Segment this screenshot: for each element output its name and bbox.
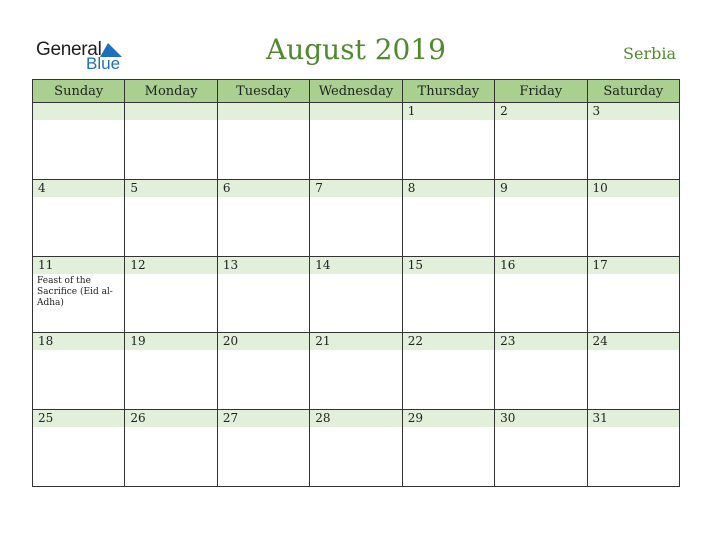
calendar-title: August 2019 — [266, 33, 446, 66]
logo-blue-text: Blue — [86, 54, 121, 73]
day-cell-29 — [402, 410, 494, 487]
empty-day-cell — [33, 103, 125, 180]
weekday-header-friday: Friday — [495, 80, 587, 103]
holiday-event: Feast of the Sacrifice (Eid al-Adha) — [37, 275, 113, 308]
day-cell-7 — [310, 179, 402, 256]
day-cell-1 — [402, 103, 494, 180]
country-label: Serbia — [623, 44, 676, 63]
day-cell-16 — [495, 256, 587, 333]
day-number: 13 — [218, 257, 309, 274]
day-cell-3 — [587, 103, 679, 180]
day-number: 9 — [495, 180, 586, 197]
week-row — [33, 333, 680, 410]
day-number: 8 — [403, 180, 494, 197]
day-cell-5 — [125, 179, 217, 256]
day-number: 3 — [588, 103, 679, 120]
week-row — [33, 256, 680, 333]
day-cell-20 — [217, 333, 309, 410]
day-number: 12 — [125, 257, 216, 274]
day-number: 16 — [495, 257, 586, 274]
day-cell-12 — [125, 256, 217, 333]
day-cell-4 — [33, 179, 125, 256]
day-number: 4 — [33, 180, 124, 197]
day-number: 28 — [310, 410, 401, 427]
day-cell-11 — [33, 256, 125, 333]
weekday-header-thursday: Thursday — [402, 80, 494, 103]
day-cell-8 — [402, 179, 494, 256]
day-number — [125, 103, 216, 120]
day-number: 30 — [495, 410, 586, 427]
day-number: 21 — [310, 333, 401, 350]
day-cell-10 — [587, 179, 679, 256]
day-number — [218, 103, 309, 120]
day-number: 1 — [403, 103, 494, 120]
weekday-header-saturday: Saturday — [587, 80, 679, 103]
day-number: 10 — [588, 180, 679, 197]
day-cell-2 — [495, 103, 587, 180]
day-cell-27 — [217, 410, 309, 487]
day-number — [310, 103, 401, 120]
day-number: 25 — [33, 410, 124, 427]
day-cell-26 — [125, 410, 217, 487]
day-number: 22 — [403, 333, 494, 350]
day-number: 20 — [218, 333, 309, 350]
empty-day-cell — [125, 103, 217, 180]
weekday-header-wednesday: Wednesday — [310, 80, 402, 103]
calendar-grid — [32, 79, 680, 487]
week-row — [33, 179, 680, 256]
day-number: 5 — [125, 180, 216, 197]
day-cell-24 — [587, 333, 679, 410]
day-number: 18 — [33, 333, 124, 350]
day-number: 17 — [588, 257, 679, 274]
week-row — [33, 410, 680, 487]
day-cell-22 — [402, 333, 494, 410]
day-cell-19 — [125, 333, 217, 410]
day-number: 23 — [495, 333, 586, 350]
day-cell-14 — [310, 256, 402, 333]
day-number: 24 — [588, 333, 679, 350]
day-number: 27 — [218, 410, 309, 427]
day-number — [33, 103, 124, 120]
day-cell-9 — [495, 179, 587, 256]
day-cell-17 — [587, 256, 679, 333]
day-number: 11 — [33, 257, 124, 274]
week-row — [33, 103, 680, 180]
calendar-body — [33, 103, 680, 487]
weekday-header-tuesday: Tuesday — [217, 80, 309, 103]
day-number: 15 — [403, 257, 494, 274]
empty-day-cell — [310, 103, 402, 180]
day-number: 6 — [218, 180, 309, 197]
day-cell-15 — [402, 256, 494, 333]
day-cell-13 — [217, 256, 309, 333]
day-number: 14 — [310, 257, 401, 274]
day-number: 31 — [588, 410, 679, 427]
day-cell-30 — [495, 410, 587, 487]
empty-day-cell — [217, 103, 309, 180]
day-cell-18 — [33, 333, 125, 410]
day-cell-31 — [587, 410, 679, 487]
day-cell-28 — [310, 410, 402, 487]
weekday-header-row — [33, 80, 680, 103]
weekday-header-monday: Monday — [125, 80, 217, 103]
weekday-header-sunday: Sunday — [33, 80, 125, 103]
day-cell-23 — [495, 333, 587, 410]
day-cell-21 — [310, 333, 402, 410]
day-number: 19 — [125, 333, 216, 350]
day-cell-25 — [33, 410, 125, 487]
day-number: 2 — [495, 103, 586, 120]
logo-general-text: General — [36, 39, 102, 60]
day-number: 7 — [310, 180, 401, 197]
day-number: 29 — [403, 410, 494, 427]
day-number: 26 — [125, 410, 216, 427]
day-cell-6 — [217, 179, 309, 256]
